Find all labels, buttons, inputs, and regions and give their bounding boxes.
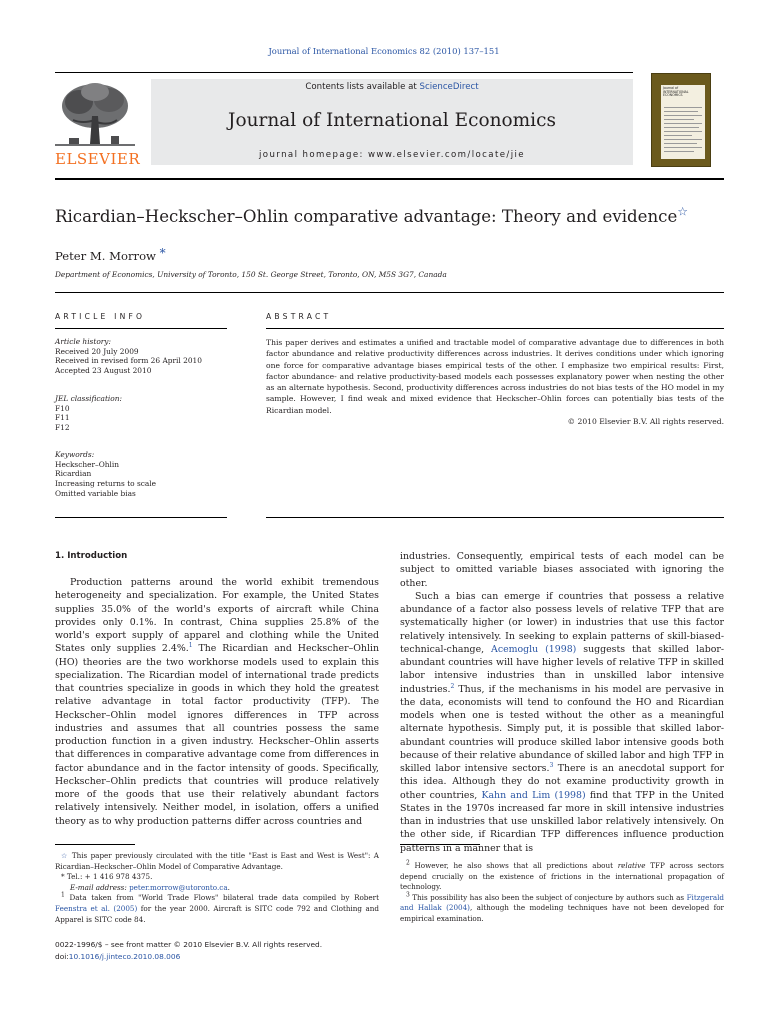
history-revised: Received in revised form 26 April 2010 [55,356,202,366]
footnote-text: for the year 2000. Aircraft is SITC code 792 and Clothing and Apparel is SITC code 84. [55,903,379,924]
article-info-heading: ARTICLE INFO [55,312,146,321]
article-history [55,337,227,376]
keyword: Heckscher–Ohlin [55,459,120,469]
contents-line [151,82,633,92]
jel-code: F12 [55,423,70,433]
cover-page [661,85,705,159]
sciencedirect-link[interactable]: ScienceDirect [419,82,479,92]
affiliation-rule [55,292,724,293]
citation-kahn-lim-1998[interactable]: Kahn and Lim (1998) [481,789,586,801]
issn-line: 0022-1996/$ – see front matter © 2010 Elsevier B.V. All rights reserved. [55,940,323,949]
article-info-bottom-rule [55,517,227,518]
abstract-body [266,337,724,427]
footnote-rule-left [55,844,135,845]
footnote-star [55,851,379,872]
footnote-3-ref[interactable]: 3 [549,761,554,769]
journal-homepage[interactable]: journal homepage: www.elsevier.com/locate/jie [259,150,525,160]
footnote-text: . [227,882,230,892]
citation-acemoglu-1998[interactable]: Acemoglu (1998) [491,643,577,655]
paragraph-text: Production patterns around the world exhibit tremendous heterogeneity and specialization. For example, the United States supplies 35.0% of the world's exports of aircraft while China provides only 0.1%. In contrast, China supplies 25.8% of the world's export supply of apparel and clothing while the United States only supplies 2.4%. [55,577,379,655]
footnote-text: TFP across sectors depend crucially on the existence of frictions in the international propagation of technology. [400,861,724,892]
citation-feenstra-2005[interactable]: Feenstra et al. (2005) [55,903,138,913]
footnote-2-ref[interactable]: 2 [450,682,455,690]
abstract-copyright: © 2010 Elsevier B.V. All rights reserved. [567,417,724,427]
footnote-star-icon: ☆ [61,851,69,860]
keywords-label: Keywords: [55,450,95,459]
paper-title-text: Ricardian–Heckscher–Ohlin comparative advantage: Theory and evidence [55,207,678,226]
title-footnote-star-icon[interactable]: ☆ [677,204,689,219]
doi-link[interactable]: 10.1016/j.jinteco.2010.08.006 [68,951,181,961]
keyword: Increasing returns to scale [55,479,157,489]
elsevier-tree-icon [55,80,135,150]
footnote-text: This paper previously circulated with the title "East is East and West is West": A Ricardian–Heckscher–Ohlin Model of Comparative Advantage. [55,851,380,871]
paper-title [55,204,689,226]
history-accepted: Accepted 23 August 2010 [55,366,152,376]
footnote-email [55,883,379,894]
front-matter [55,939,322,962]
abstract-rule [266,328,724,329]
contents-prefix: Contents lists available at [305,82,420,92]
paragraph-text: suggests that skilled labor-abundant countries will have higher levels of relative TFP in skilled labor intensive industries than in unskilled labor intensive industries. [400,643,724,695]
footnote-mark: 3 [406,891,410,899]
footnote-text: This possibility has also been the subject of conjecture by authors such as [409,892,687,902]
jel-label: JEL classification: [55,394,122,403]
paragraph-text: Such a bias can emerge if countries that possess a relative abundance of a factor also possess levels of relative TFP that are systematically higher (or lower) in industries that use this factor relatively intensively. In seeking to explain patterns of skill-biased-technical-change, [400,590,724,655]
footnote-2 [400,861,724,893]
journal-name: Journal of International Economics [228,110,556,131]
header-bottom-rule [55,178,724,180]
footnote-3 [400,893,724,925]
abstract-bottom-rule [266,517,724,518]
footnote-mark: 1 [61,891,65,899]
elsevier-wordmark: ELSEVIER [55,150,141,168]
paragraph [400,590,724,855]
email-label: E-mail address: [70,882,127,892]
author-name-text: Peter M. Morrow [55,249,156,263]
jel-code: F11 [55,413,70,423]
footnote-emphasis: relative [617,861,646,870]
footnotes-left [55,851,379,925]
footnote-1-ref[interactable]: 1 [188,642,193,650]
paragraph: industries. Consequently, empirical tests of each model can be subject to omitted variable biases associated with ignoring the other. [400,551,724,589]
journal-citation[interactable]: Journal of International Economics 82 (2010) 137–151 [268,46,500,56]
author-affiliation: Department of Economics, University of Toronto, 150 St. George Street, Toronto, ON, M5S 3G7, Canada [55,270,447,279]
footnotes-right [400,861,724,925]
footnote-text: Tel.: + 1 416 978 4375. [64,872,153,882]
cover-title: Journal of INTERNATIONAL ECONOMICS [663,86,689,98]
jel-code: F10 [55,403,70,413]
footnote-mark: * [61,872,65,882]
history-received: Received 20 July 2009 [55,346,139,356]
footnote-text: Data taken from "World Trade Flows" bilateral trade data compiled by Robert [64,893,379,903]
keyword: Ricardian [55,469,92,479]
author-footnote-mark[interactable]: * [159,246,166,260]
section-title-introduction: 1. Introduction [55,551,128,561]
footnote-tel [55,872,379,883]
journal-cover-image [651,73,711,167]
paragraph-text: There is an anecdotal support for this idea. Although they do not examine productivity growth in other countries, [400,763,725,801]
keywords [55,450,227,499]
footnote-1 [55,893,379,925]
jel-classification [55,394,227,433]
footnote-text: , although the modeling techniques have not been developed for empirical examination. [400,903,724,923]
article-info-rule [55,328,227,329]
footnote-mark: 2 [406,859,410,867]
paragraph-text: find that TFP in the United States in the 1970s increased far more in skill intensive industries than in industries that use unskilled labor relatively intensively. On the other side, if Ricardian TFP differences influence production patterns in a manner that is [400,789,724,854]
article-history-label: Article history: [55,337,111,346]
author-name [55,246,166,263]
right-column-text [400,550,724,855]
abstract-text: This paper derives and estimates a unified and tractable model of comparative advantage due to differences in both factor abundance and relative productivity differences across industries. It derives conditions under which ignoring one force for comparative advantage biases empirical tests of the other. I emphasize two empirical results: First, factor abundance- and relative productivity-based models each possesses explanatory power when nesting the other as an alternate hypothesis. Second, productivity differences across industries do not bias tests of the HO model in my sample. However, I find weak and mixed evidence that Heckscher–Ohlin forces can potentially bias tests of the Ricardian model. [266,338,724,415]
paragraph-text: Thus, if the mechanisms in his model are pervasive in the data, economists will tend to confound the HO and Ricardian models when one is tested without the other as a meaningful alternate hypothesis. Simply put, it is possible that skilled labor-abundant countries will produce skilled labor intensive goods both because of their relative abundance of skilled labor and high TFP in skilled labor intensive sectors. [400,683,724,774]
paragraph-text: The Ricardian and Heckscher–Ohlin (HO) theories are the two workhorse models used to explain this specialization. The Ricardian model of international trade predicts that countries specialize in goods in which they hold the greatest relative advantage in total factor productivity (TFP). The Heckscher–Ohlin model ignores differences in TFP across industries and assumes that all countries possess the same production function in a given industry. Heckscher–Ohlin asserts that differences in comparative advantage come from differences in factor abundance and in the factor intensity of goods. Specifically, Heckscher–Ohlin predicts that countries will produce relatively more of the goods that use their relatively abundant factors relatively intensively. Neither model, in isolation, offers a unified theory as to why production patterns differ across countries and [55,643,380,827]
doi-line [55,951,322,963]
doi-prefix: doi: [55,951,69,961]
citation-fitzgerald-hallak-2004[interactable]: Fitzgerald and Hallak (2004) [400,892,724,913]
paragraph [55,576,379,828]
left-column-text [55,576,379,828]
keyword: Omitted variable bias [55,488,136,498]
email-link[interactable]: peter.morrow@utoronto.ca [129,882,228,892]
footnote-rule-right [400,844,480,845]
footnote-text: However, he also shows that all predictions about [409,861,618,870]
abstract-heading: ABSTRACT [266,312,332,321]
top-rule [55,72,633,73]
